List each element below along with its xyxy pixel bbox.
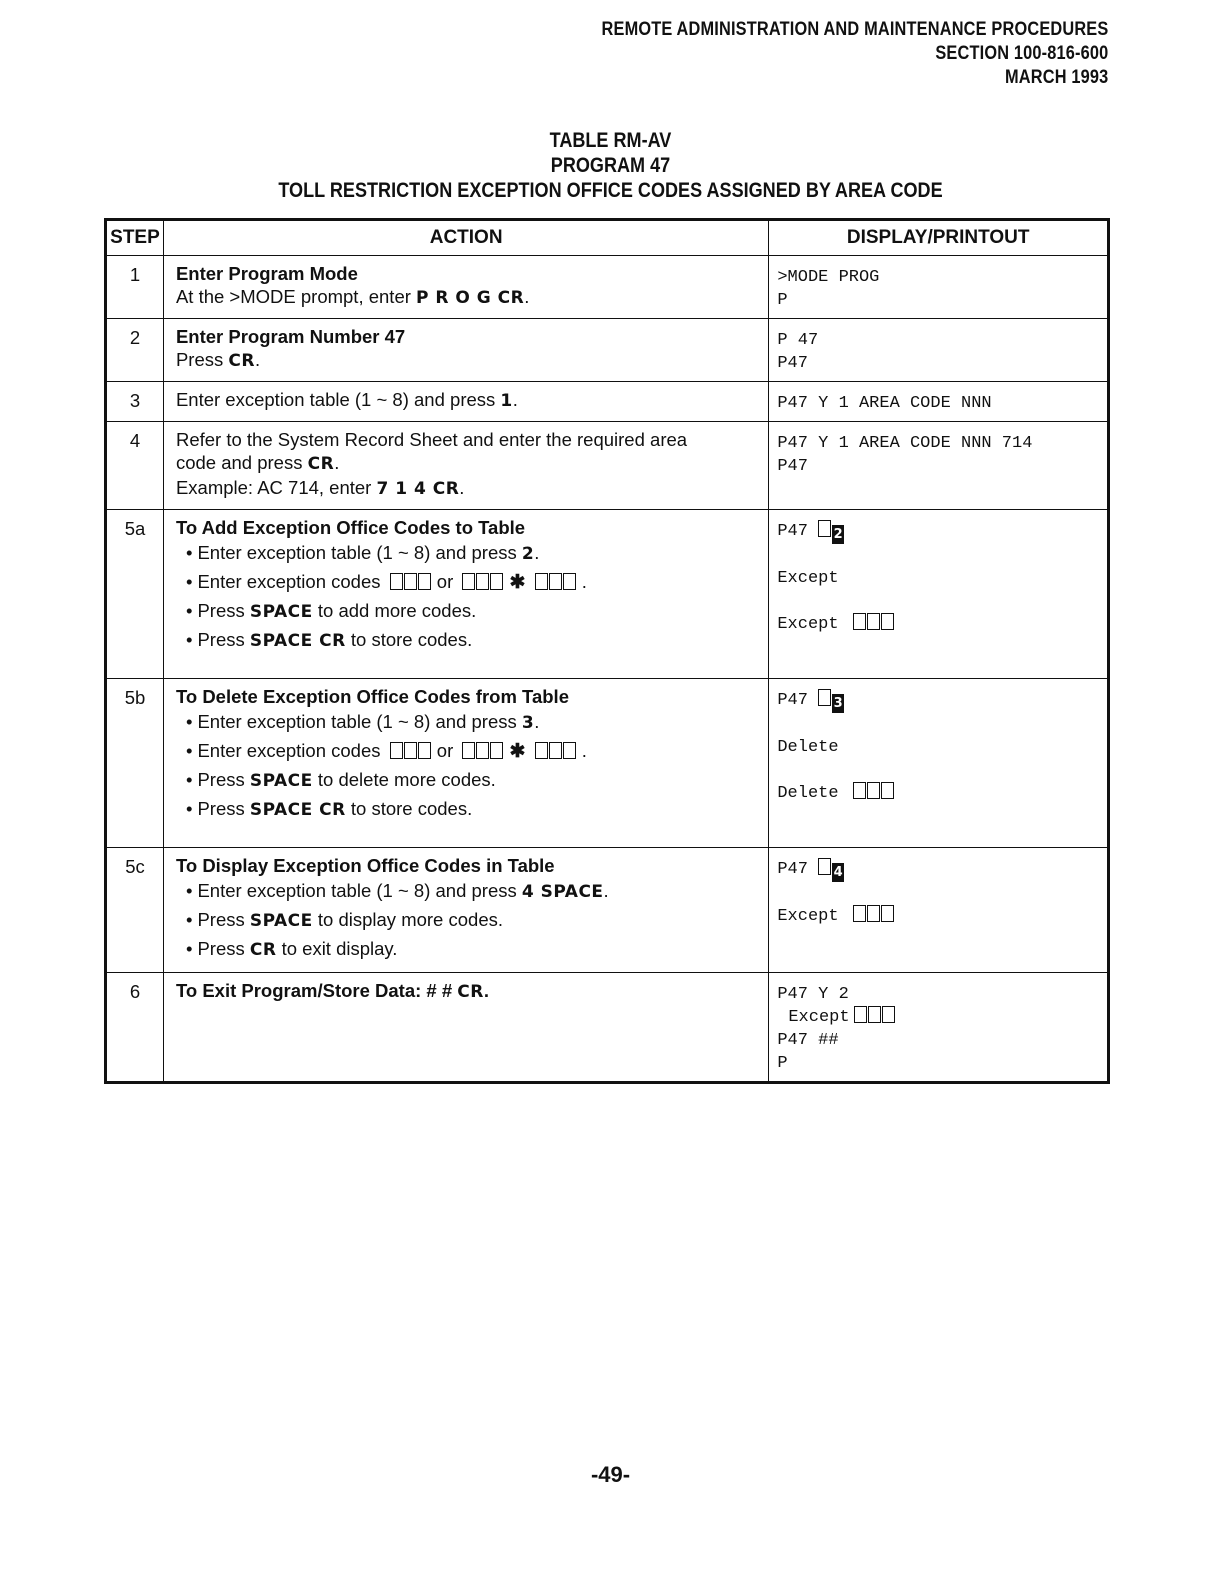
step-number: 4: [106, 422, 164, 510]
display-line: Delete: [777, 738, 839, 757]
header-line-2: SECTION 100-816-600: [934, 43, 1108, 64]
key-sequence: SPACE: [249, 602, 313, 622]
action-cell: [163, 679, 768, 848]
code-boxes-icon: [854, 1006, 896, 1029]
table-number: TABLE RM-AV: [549, 129, 672, 152]
step-number: 5c: [106, 848, 164, 973]
display-line: P47 Y 2: [777, 985, 849, 1004]
step-number: 5a: [106, 510, 164, 679]
step-number: 3: [106, 382, 164, 422]
procedure-table: [104, 218, 1110, 1084]
display-line: P: [777, 1054, 788, 1073]
key-sequence: 7 1 4 CR: [376, 479, 460, 499]
code-boxes-icon: [390, 737, 432, 765]
table-row: [106, 510, 1109, 679]
display-cell: [769, 848, 1109, 973]
action-heading: To Exit Program/Store Data: # #: [175, 980, 453, 1001]
action-cell: To Exit Program/Store Data: # # CR.: [163, 973, 768, 1083]
list-item: • Press SPACE to delete more codes.: [186, 766, 758, 795]
key-sequence: CR: [457, 982, 484, 1002]
key-sequence: SPACE: [249, 771, 313, 791]
display-line: P47: [777, 354, 808, 373]
step-number: 1: [106, 256, 164, 319]
key-sequence: CR: [307, 454, 335, 474]
code-boxes-icon: [535, 737, 577, 765]
action-heading: Enter Program Number 47: [175, 326, 406, 347]
action-cell: Refer to the System Record Sheet and enter the required area code and press CR. Example: AC 714, enter 7 1 4 CR.: [163, 422, 768, 510]
list-item: • Enter exception table (1 ~ 8) and press 3.: [186, 708, 758, 737]
action-text: Press: [175, 349, 224, 370]
code-boxes-icon: [853, 782, 895, 805]
display-cell: [769, 679, 1109, 848]
display-line: >MODE PROG: [777, 268, 880, 287]
step-number: 5b: [106, 679, 164, 848]
table-name: TOLL RESTRICTION EXCEPTION OFFICE CODES ASSIGNED BY AREA CODE: [278, 179, 943, 202]
display-line: Except: [777, 613, 1099, 636]
action-heading: To Delete Exception Office Codes from Table: [175, 686, 569, 707]
list-item: • Enter exception table (1 ~ 8) and press 2.: [186, 539, 758, 568]
list-item: • Enter exception table (1 ~ 8) and press 4 SPACE.: [186, 877, 758, 906]
display-line: P: [777, 291, 788, 310]
cursor-box-icon: [818, 858, 831, 875]
code-boxes-icon: [535, 568, 577, 596]
display-line: P47 ##: [777, 1031, 839, 1050]
cursor-box-icon: [818, 689, 831, 706]
key-sequence: 2: [521, 544, 535, 564]
key-sequence: P R O G CR: [416, 288, 525, 308]
display-line: Except: [777, 905, 1099, 928]
key-sequence: 4 SPACE: [521, 882, 604, 902]
display-cell: [769, 319, 1109, 382]
display-cell: [769, 973, 1109, 1083]
display-line: P47: [777, 457, 808, 476]
header-line-3: MARCH 1993: [1004, 67, 1108, 88]
table-row: [106, 848, 1109, 973]
list-item: • Enter exception codes or ✱ .: [186, 737, 758, 766]
table-row: [106, 973, 1109, 1083]
table-row: [106, 422, 1109, 510]
table-title-block: [0, 128, 1221, 203]
asterisk-icon: ✱: [509, 741, 526, 762]
display-cell: [769, 256, 1109, 319]
display-line: P47 Y 1 AREA CODE NNN 714: [777, 434, 1033, 453]
action-heading: Enter Program Mode: [175, 263, 358, 284]
key-sequence: SPACE CR: [249, 800, 346, 820]
display-line: P47 Y 1 AREA CODE NNN: [777, 394, 992, 413]
display-line: P 47: [777, 331, 819, 350]
code-boxes-icon: [853, 613, 895, 636]
action-cell: Enter Program Mode At the >MODE prompt, enter P R O G CR.: [163, 256, 768, 319]
cursor-box-icon: [818, 520, 831, 537]
display-line: P47 2: [777, 522, 843, 542]
list-item: • Press SPACE to add more codes.: [186, 597, 758, 626]
code-boxes-icon: [462, 568, 504, 596]
key-sequence: CR: [249, 940, 277, 960]
action-text: At the >MODE prompt, enter: [175, 286, 411, 307]
display-line: Except: [777, 1006, 1099, 1029]
highlighted-digit: 2: [833, 527, 843, 542]
action-cell: [163, 848, 768, 973]
action-cell: Enter exception table (1 ~ 8) and press 1.: [163, 382, 768, 422]
action-cell: [163, 510, 768, 679]
display-line: Except: [777, 569, 839, 588]
example-text: Example: AC 714, enter: [175, 477, 372, 498]
list-item: • Enter exception codes or ✱ .: [186, 568, 758, 597]
header-line-1: REMOTE ADMINISTRATION AND MAINTENANCE PROCEDURES: [601, 19, 1108, 40]
action-heading: To Add Exception Office Codes to Table: [175, 517, 526, 538]
col-step: STEP: [106, 220, 164, 256]
document-header: [601, 18, 1108, 90]
code-boxes-icon: [853, 905, 895, 928]
display-cell: [769, 382, 1109, 422]
list-item: • Press CR to exit display.: [186, 935, 758, 964]
display-line: Delete: [777, 782, 1099, 805]
program-number: PROGRAM 47: [550, 154, 671, 177]
table-row: [106, 319, 1109, 382]
col-action: ACTION: [163, 220, 768, 256]
display-line: P47 3: [777, 691, 843, 711]
action-text: code and press: [175, 452, 303, 473]
display-line: P47 4: [777, 860, 843, 880]
table-row: [106, 256, 1109, 319]
key-sequence: SPACE CR: [249, 631, 346, 651]
list-item: • Press SPACE CR to store codes.: [186, 795, 758, 824]
code-boxes-icon: [390, 568, 432, 596]
step-number: 6: [106, 973, 164, 1083]
code-boxes-icon: [462, 737, 504, 765]
table-header-row: [106, 220, 1109, 256]
key-sequence: SPACE: [249, 911, 313, 931]
table-row: [106, 679, 1109, 848]
table-row: [106, 382, 1109, 422]
action-cell: Enter Program Number 47 Press CR.: [163, 319, 768, 382]
action-heading: To Display Exception Office Codes in Table: [175, 855, 555, 876]
step-number: 2: [106, 319, 164, 382]
display-cell: [769, 422, 1109, 510]
key-sequence: 3: [521, 713, 535, 733]
list-item: • Press SPACE to display more codes.: [186, 906, 758, 935]
page-number: -49-: [590, 1462, 631, 1487]
asterisk-icon: ✱: [509, 572, 526, 593]
key-sequence: 1: [500, 391, 513, 411]
highlighted-digit: 4: [833, 865, 843, 880]
action-text: Enter exception table (1 ~ 8) and press: [175, 389, 496, 410]
list-item: • Press SPACE CR to store codes.: [186, 626, 758, 655]
highlighted-digit: 3: [833, 696, 843, 711]
col-display: DISPLAY/PRINTOUT: [769, 220, 1109, 256]
action-text: Refer to the System Record Sheet and enter the required area: [175, 429, 688, 450]
key-sequence: CR: [228, 351, 255, 371]
display-cell: [769, 510, 1109, 679]
